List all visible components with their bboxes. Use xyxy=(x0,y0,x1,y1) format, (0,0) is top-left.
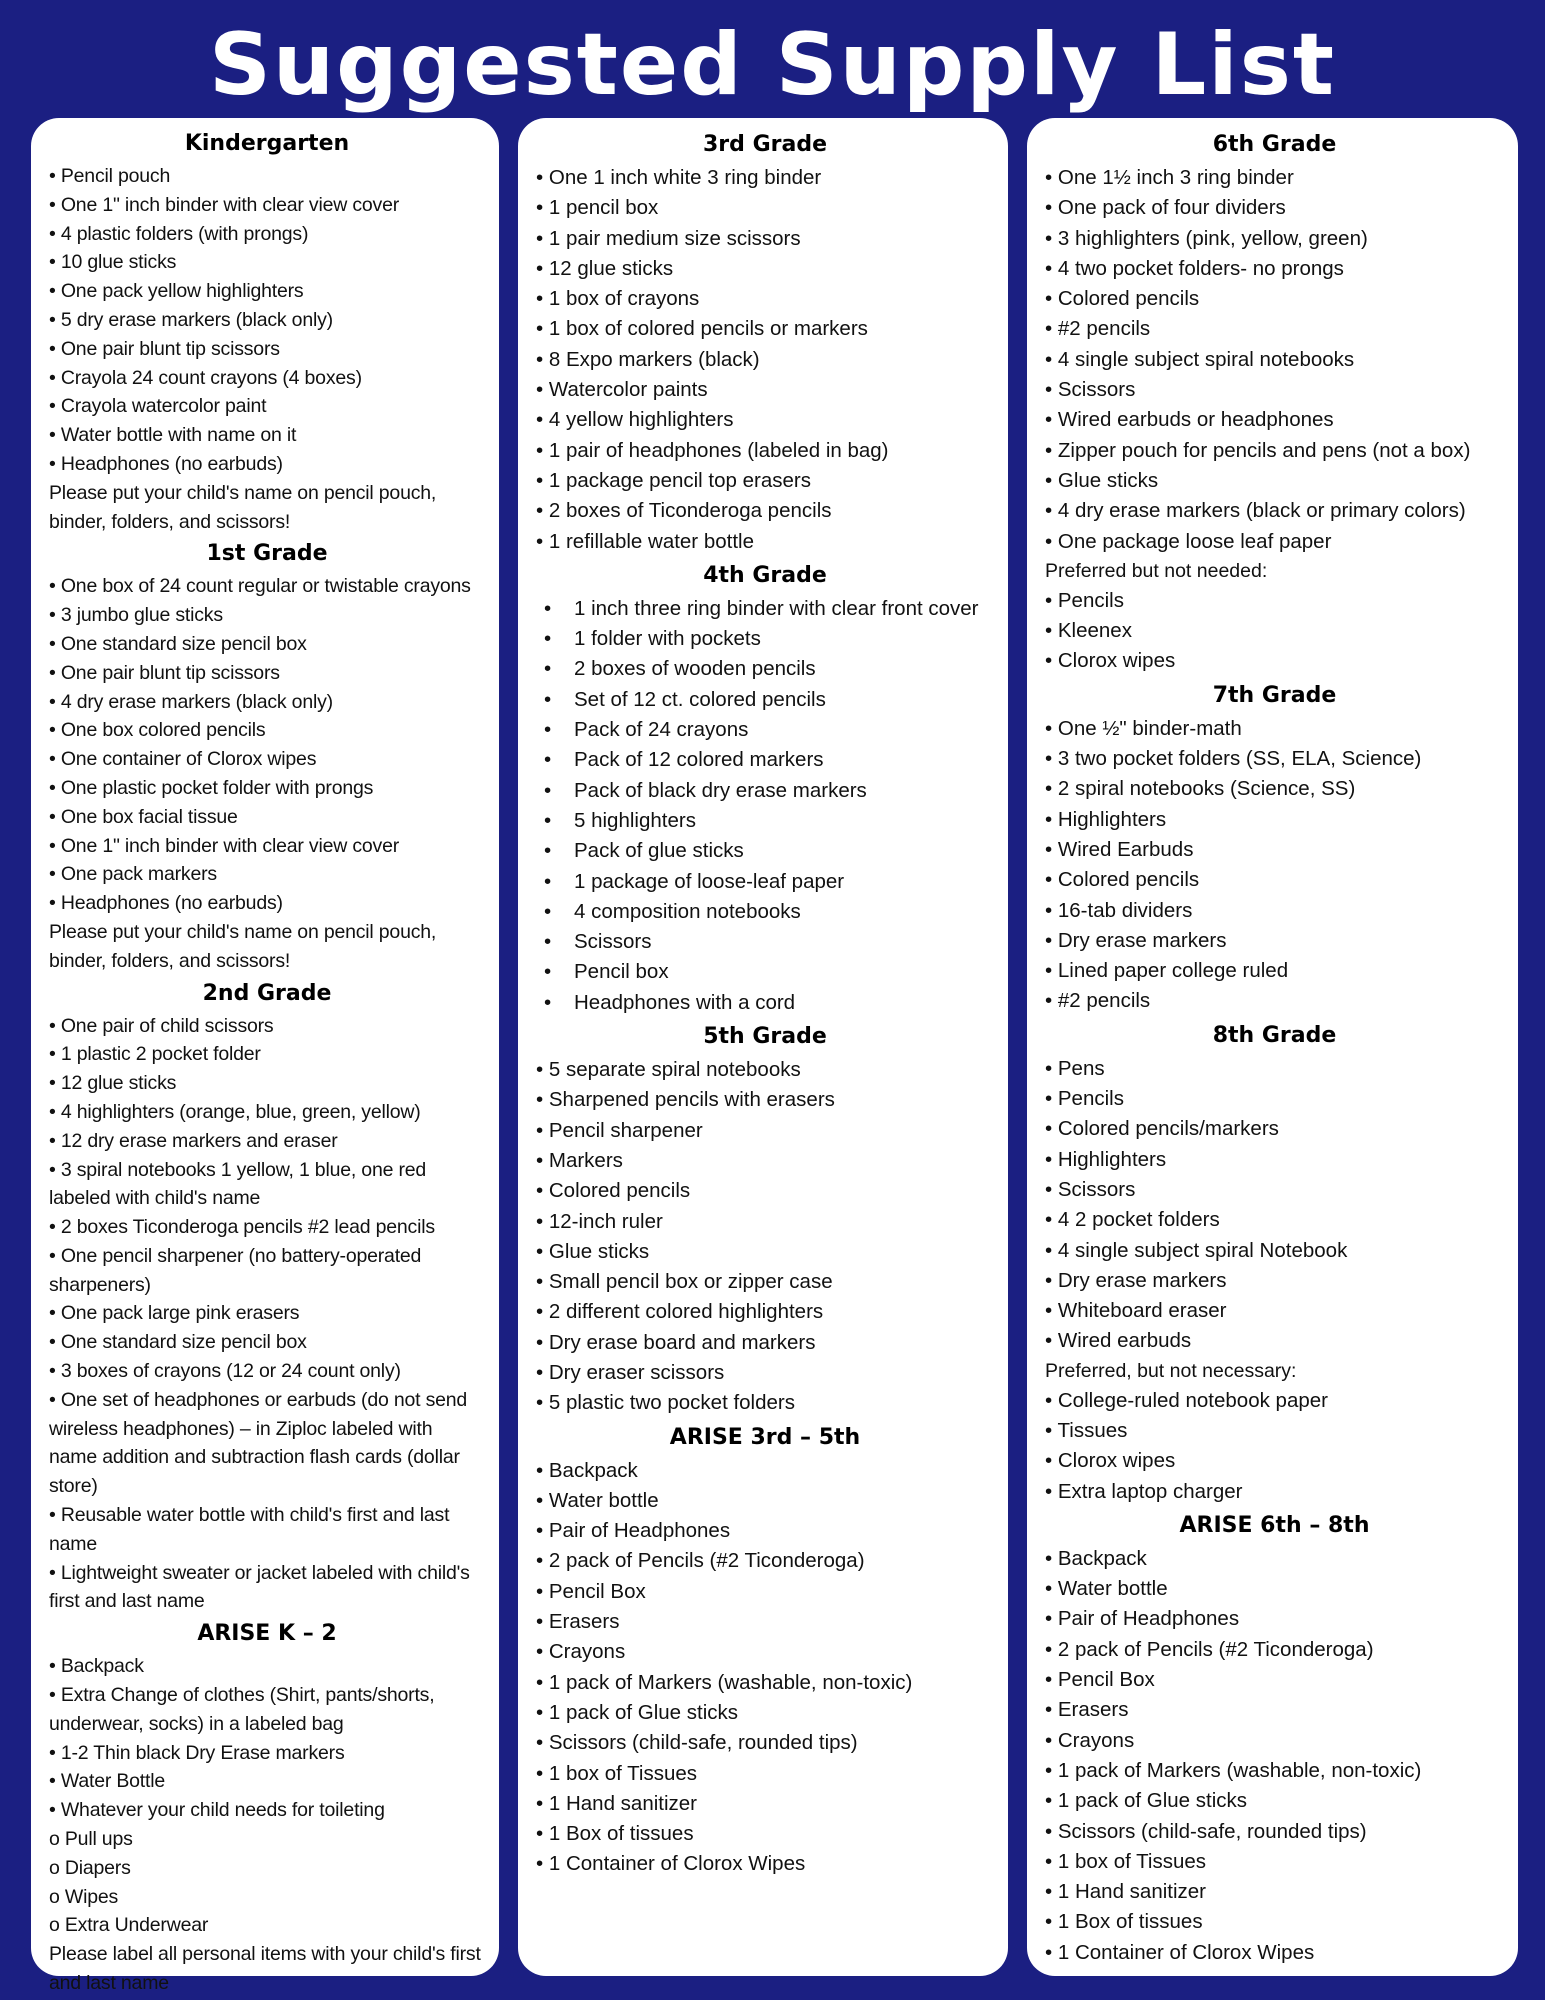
list-item: • Pack of 12 colored markers xyxy=(536,745,994,775)
list-item: • One box facial tissue xyxy=(49,805,238,828)
list-item: • 1 plastic 2 pocket folder xyxy=(49,1043,261,1066)
list-item: • One 1½ inch 3 ring binder xyxy=(1045,166,1294,189)
list-item: • 1 pencil box xyxy=(536,196,659,220)
list-item: • 12 glue sticks xyxy=(49,1072,177,1095)
list-item: • Pens xyxy=(1045,1056,1105,1080)
supply-list-grade-6 xyxy=(1045,163,1504,557)
list-item: • Reusable water bottle with child's first and last name xyxy=(49,1504,450,1555)
supply-list-arise-3-5 xyxy=(536,1456,994,1880)
list-item: • Dry erase markers xyxy=(1045,928,1227,952)
list-item: • Extra Change of clothes (Shirt, pants/shorts, underwear, socks) in a labeled bag xyxy=(49,1684,435,1735)
list-item: • 4 plastic folders (with prongs) xyxy=(49,222,309,245)
list-item: • 16-tab dividers xyxy=(1045,898,1193,922)
list-item: • 1 refillable water bottle xyxy=(536,529,754,553)
section-grade-8 xyxy=(1045,1017,1504,1507)
column-3-5 xyxy=(518,118,1008,1976)
list-item: • One ½" binder-math xyxy=(1045,716,1242,740)
section-grade-7 xyxy=(1045,677,1504,1017)
list-item: • 2 boxes Ticonderoga pencils #2 lead pencils xyxy=(49,1216,435,1239)
section-title-grade-2: 2nd Grade xyxy=(202,980,332,1006)
supply-list-grade-3 xyxy=(536,163,994,557)
list-item: • #2 pencils xyxy=(1045,317,1151,341)
list-item: • One plastic pocket folder with prongs xyxy=(49,776,374,799)
list-item: • 12 glue sticks xyxy=(536,256,674,280)
list-item: • Pack of glue sticks xyxy=(536,836,994,866)
section-title-arise-6-8: ARISE 6th – 8th xyxy=(1179,1512,1370,1538)
section-note-grade-1: Please put your child's name on pencil pouch, binder, folders, and scissors! xyxy=(49,920,437,972)
section-note-arise-k-2: Please label all personal items with your child's first and last name xyxy=(49,1943,481,1995)
list-item: • One pack of four dividers xyxy=(1045,196,1286,220)
list-item: • 1 box of Tissues xyxy=(536,1761,698,1785)
list-item: • Small pencil box or zipper case xyxy=(536,1270,833,1294)
list-item: • Water bottle xyxy=(536,1488,659,1512)
list-item: • Crayola watercolor paint xyxy=(49,395,267,418)
list-item: • One set of headphones or earbuds (do not send wireless headphones) – in Ziploc labeled with name addition and subtraction flash cards (dollar store) xyxy=(49,1388,468,1498)
list-item: • 4 yellow highlighters xyxy=(536,408,734,432)
list-item: • College-ruled notebook paper xyxy=(1045,1388,1328,1412)
list-item: • 2 pack of Pencils (#2 Ticonderoga) xyxy=(536,1549,865,1573)
list-item: • Clorox wipes xyxy=(1045,649,1176,673)
list-item: • Pack of black dry erase markers xyxy=(536,776,994,806)
list-item: • Pencil sharpener xyxy=(536,1118,703,1142)
list-item: • 1 pair of headphones (labeled in bag) xyxy=(536,438,889,462)
list-item: • Wired earbuds or headphones xyxy=(1045,408,1334,432)
list-item: • Colored pencils xyxy=(536,1179,691,1203)
list-item: • 1 box of crayons xyxy=(536,287,700,311)
list-item: • 1 Container of Clorox Wipes xyxy=(1045,1940,1315,1964)
list-item: • Scissors (child-safe, rounded tips) xyxy=(1045,1819,1367,1843)
supply-list-kindergarten xyxy=(49,162,485,479)
list-item: • One pair blunt tip scissors xyxy=(49,661,280,684)
list-item: • 1 package of loose-leaf paper xyxy=(536,867,994,897)
list-item: • Pencil Box xyxy=(536,1579,646,1603)
section-title-arise-k-2: ARISE K – 2 xyxy=(197,1621,337,1647)
list-item: • 10 glue sticks xyxy=(49,251,177,274)
list-item: • 2 spiral notebooks (Science, SS) xyxy=(1045,777,1356,801)
list-item: • One box of 24 count regular or twistable crayons xyxy=(49,575,471,598)
list-item: • One package loose leaf paper xyxy=(1045,529,1332,553)
list-item: • 12-inch ruler xyxy=(536,1209,663,1233)
supply-list-grade-2 xyxy=(49,1012,485,1617)
list-item: • Backpack xyxy=(49,1655,144,1678)
list-item: o Wipes xyxy=(49,1885,119,1908)
list-item: • One standard size pencil box xyxy=(49,1331,307,1354)
list-item: • Kleenex xyxy=(1045,619,1132,643)
list-item: • Crayons xyxy=(536,1640,626,1664)
list-item: • 2 boxes of Ticonderoga pencils xyxy=(536,499,832,523)
section-arise-6-8 xyxy=(1045,1507,1504,1968)
list-item: • Pencils xyxy=(1045,1087,1124,1111)
list-item: • One pack markers xyxy=(49,863,217,886)
section-title-arise-3-5: ARISE 3rd – 5th xyxy=(669,1424,861,1450)
list-item: • Watercolor paints xyxy=(536,378,708,402)
list-item: • 1 pack of Markers (washable, non-toxic) xyxy=(1045,1758,1422,1782)
list-item: • Colored pencils xyxy=(1045,868,1200,892)
supply-list-arise-6-8 xyxy=(1045,1544,1504,1968)
list-item: • Tissues xyxy=(1045,1418,1128,1442)
list-item: • 12 dry erase markers and eraser xyxy=(49,1129,338,1152)
list-item: • Whiteboard eraser xyxy=(1045,1299,1227,1323)
list-item: • Glue sticks xyxy=(536,1239,650,1263)
section-grade-5 xyxy=(536,1018,994,1419)
list-item: • 5 plastic two pocket folders xyxy=(536,1391,795,1415)
list-item: • Pencil pouch xyxy=(49,165,171,187)
list-item: • 1 package pencil top erasers xyxy=(536,468,811,492)
list-item: • One pair of child scissors xyxy=(49,1014,274,1037)
section-title-grade-3: 3rd Grade xyxy=(703,132,827,157)
list-item: • Highlighters xyxy=(1045,807,1167,831)
list-item: • 1 Box of tissues xyxy=(1045,1910,1203,1934)
list-item: • One container of Clorox wipes xyxy=(49,748,317,771)
list-item: • 1 pack of Markers (washable, non-toxic) xyxy=(536,1670,913,1694)
list-item: • 3 jumbo glue sticks xyxy=(49,604,223,627)
list-item: • 2 different colored highlighters xyxy=(536,1300,824,1324)
section-title-grade-5: 5th Grade xyxy=(703,1024,827,1050)
list-item: • Dry eraser scissors xyxy=(536,1360,725,1384)
section-title-kindergarten: Kindergarten xyxy=(184,131,350,156)
section-grade-6 xyxy=(1045,126,1504,677)
list-item: • Pack of 24 crayons xyxy=(536,715,994,745)
list-item: o Diapers xyxy=(49,1856,131,1879)
list-item: • 2 boxes of wooden pencils xyxy=(536,654,994,684)
list-item: • 4 single subject spiral notebooks xyxy=(1045,347,1355,371)
list-item: • One standard size pencil box xyxy=(49,632,307,655)
list-item: • One 1 inch white 3 ring binder xyxy=(536,166,822,189)
list-item: • Glue sticks xyxy=(1045,468,1159,492)
list-item: • Scissors (child-safe, rounded tips) xyxy=(536,1731,858,1755)
list-item: • Extra laptop charger xyxy=(1045,1479,1243,1503)
list-item: • Dry erase markers xyxy=(1045,1268,1227,1292)
list-item: • 1 Hand sanitizer xyxy=(536,1791,698,1815)
list-item: • Wired Earbuds xyxy=(1045,837,1194,861)
supply-list-grade-4 xyxy=(536,594,994,1018)
list-item: • 1 box of colored pencils or markers xyxy=(536,317,868,341)
list-item: • One 1" inch binder with clear view cover xyxy=(49,834,400,857)
section-grade-1 xyxy=(49,536,485,975)
list-item: • 1 pair medium size scissors xyxy=(536,226,801,250)
list-item: • Crayola 24 count crayons (4 boxes) xyxy=(49,366,362,389)
section-note-grade-8: Preferred, but not necessary: xyxy=(1045,1359,1297,1382)
supply-list-grade-8 xyxy=(1045,1054,1504,1357)
list-item: • Sharpened pencils with erasers xyxy=(536,1088,835,1112)
column-6-8 xyxy=(1027,118,1518,1976)
list-item: • One box colored pencils xyxy=(49,719,266,742)
list-item: • Highlighters xyxy=(1045,1147,1167,1171)
list-item: • 5 dry erase markers (black only) xyxy=(49,308,333,331)
list-item: • Pencil box xyxy=(536,957,994,987)
list-item: • Headphones (no earbuds) xyxy=(49,452,283,475)
list-item: • 4 highlighters (orange, blue, green, yellow) xyxy=(49,1100,421,1123)
list-item: • Water bottle xyxy=(1045,1577,1168,1601)
list-item: • Backpack xyxy=(536,1458,638,1482)
list-item: • 4 two pocket folders- no prongs xyxy=(1045,256,1344,280)
section-title-grade-4: 4th Grade xyxy=(703,562,827,588)
section-title-grade-8: 8th Grade xyxy=(1212,1022,1337,1048)
list-item: • 1 pack of Glue sticks xyxy=(536,1700,739,1724)
list-item: • One pair blunt tip scissors xyxy=(49,337,280,360)
list-item: • 4 composition notebooks xyxy=(536,897,994,927)
list-item: • 1-2 Thin black Dry Erase markers xyxy=(49,1741,345,1764)
list-item: • 1 Box of tissues xyxy=(536,1822,694,1846)
list-item: • Scissors xyxy=(1045,1177,1136,1201)
list-item: • #2 pencils xyxy=(1045,989,1151,1013)
list-item: • Backpack xyxy=(1045,1546,1147,1570)
section-title-grade-6: 6th Grade xyxy=(1212,132,1337,157)
list-item: • 8 Expo markers (black) xyxy=(536,347,760,371)
section-note-kindergarten: Please put your child's name on pencil pouch, binder, folders, and scissors! xyxy=(49,481,437,533)
section-arise-3-5 xyxy=(536,1419,994,1880)
list-item: • 1 pack of Glue sticks xyxy=(1045,1789,1248,1813)
list-item: • Scissors xyxy=(536,927,994,957)
list-item: • 3 two pocket folders (SS, ELA, Science) xyxy=(1045,747,1422,771)
section-grade-2 xyxy=(49,976,485,1617)
supply-list-arise-k-2 xyxy=(49,1652,485,1940)
list-item: • Markers xyxy=(536,1148,623,1172)
list-item: • Set of 12 ct. colored pencils xyxy=(536,685,994,715)
list-item: • Water bottle with name on it xyxy=(49,424,297,447)
section-title-grade-1: 1st Grade xyxy=(206,541,328,567)
list-item: • Headphones (no earbuds) xyxy=(49,892,283,915)
list-item: • 3 boxes of crayons (12 or 24 count only) xyxy=(49,1360,401,1383)
section-note-grade-6: Preferred but not needed: xyxy=(1045,559,1268,582)
section-title-grade-7: 7th Grade xyxy=(1212,682,1337,708)
list-item: • Erasers xyxy=(536,1610,620,1634)
list-item: • Pencil Box xyxy=(1045,1668,1155,1692)
list-item: • Headphones with a cord xyxy=(536,988,994,1018)
column-k-2 xyxy=(31,118,499,1995)
list-item: • 1 Container of Clorox Wipes xyxy=(536,1852,806,1876)
list-item: o Pull ups xyxy=(49,1828,133,1851)
list-item: • 5 separate spiral notebooks xyxy=(536,1058,801,1082)
list-item: • One pack yellow highlighters xyxy=(49,280,304,303)
list-item: • 1 box of Tissues xyxy=(1045,1849,1207,1873)
page-title: Suggested Supply List xyxy=(208,15,1337,115)
list-item: • 3 spiral notebooks 1 yellow, 1 blue, one red labeled with child's name xyxy=(49,1158,427,1210)
supply-list-grade-1 xyxy=(49,572,485,918)
list-item: • 4 single subject spiral Notebook xyxy=(1045,1238,1348,1262)
list-item: • Dry erase board and markers xyxy=(536,1330,816,1354)
list-item: • Crayons xyxy=(1045,1728,1135,1752)
supply-list-grade-5 xyxy=(536,1055,994,1419)
list-item: • Whatever your child needs for toileting xyxy=(49,1799,385,1822)
section-kindergarten xyxy=(49,126,485,536)
list-item: • Pencils xyxy=(1045,588,1124,612)
list-item: • 1 inch three ring binder with clear front cover xyxy=(536,594,994,624)
list-item: • One pack large pink erasers xyxy=(49,1302,300,1325)
list-item: • Pair of Headphones xyxy=(536,1519,731,1543)
section-grade-3 xyxy=(536,126,994,557)
list-item: • One pencil sharpener (no battery-operated sharpeners) xyxy=(49,1244,422,1296)
list-item: • 2 pack of Pencils (#2 Ticonderoga) xyxy=(1045,1637,1374,1661)
list-item: • Clorox wipes xyxy=(1045,1449,1176,1473)
list-item: • One 1" inch binder with clear view cover xyxy=(49,193,400,216)
list-item: • Lined paper college ruled xyxy=(1045,959,1289,983)
list-item: • 1 Hand sanitizer xyxy=(1045,1880,1207,1904)
list-item: • Erasers xyxy=(1045,1698,1129,1722)
list-item: • Lightweight sweater or jacket labeled with child's first and last name xyxy=(49,1561,470,1613)
list-item: • Zipper pouch for pencils and pens (not a box) xyxy=(1045,438,1471,462)
list-item: • 5 highlighters xyxy=(536,806,994,836)
list-item: • 4 dry erase markers (black only) xyxy=(49,690,333,713)
list-item: • Scissors xyxy=(1045,378,1136,402)
list-item: • 3 highlighters (pink, yellow, green) xyxy=(1045,226,1368,250)
optional-list-grade-6 xyxy=(1045,586,1504,677)
list-item: • 4 2 pocket folders xyxy=(1045,1208,1220,1232)
optional-list-grade-8 xyxy=(1045,1386,1504,1507)
list-item: • Colored pencils/markers xyxy=(1045,1117,1279,1141)
list-item: • Water Bottle xyxy=(49,1770,166,1793)
section-grade-4 xyxy=(536,557,994,1018)
list-item: • 1 folder with pockets xyxy=(536,624,994,654)
section-arise-k-2 xyxy=(49,1616,485,1998)
list-item: • Wired earbuds xyxy=(1045,1329,1192,1353)
list-item: o Extra Underwear xyxy=(49,1914,209,1937)
list-item: • Pair of Headphones xyxy=(1045,1607,1240,1631)
list-item: • 4 dry erase markers (black or primary colors) xyxy=(1045,499,1466,523)
list-item: • Colored pencils xyxy=(1045,287,1200,311)
supply-list-grade-7 xyxy=(1045,714,1504,1017)
